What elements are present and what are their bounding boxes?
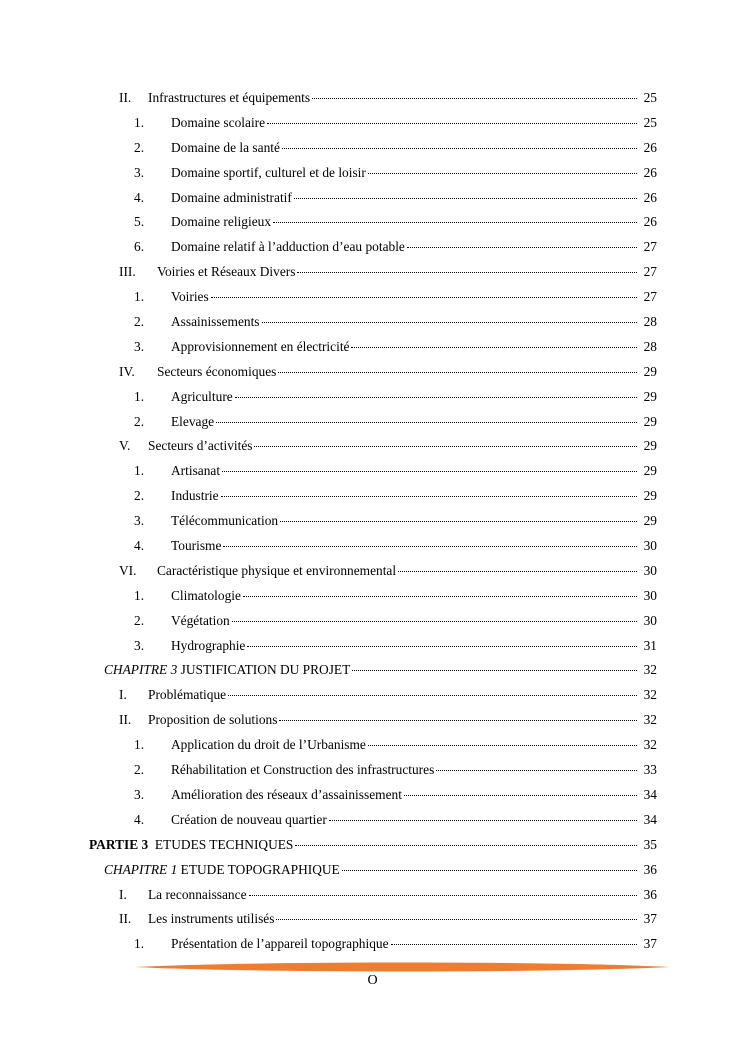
toc-entry-label: Domaine sportif, culturel et de loisir	[171, 164, 366, 180]
toc-row	[0, 509, 745, 534]
toc-entry-label: Réhabilitation et Construction des infrastructures	[171, 762, 435, 778]
toc-entry-label: Domaine scolaire	[171, 114, 266, 130]
toc-page-number: 30	[643, 587, 657, 603]
toc-row	[0, 335, 745, 360]
toc-row	[0, 434, 745, 459]
toc-entry-label: Domaine de la santé	[171, 139, 280, 155]
toc-part-number: PARTIE 3	[89, 836, 149, 852]
toc-dot-leader	[352, 670, 637, 671]
toc-dot-leader	[211, 297, 637, 298]
toc-dot-leader	[407, 247, 637, 248]
toc-dot-leader	[232, 621, 637, 622]
toc-entry[interactable]	[119, 883, 657, 908]
toc-page-number: 36	[643, 886, 657, 902]
toc-page-number: 30	[643, 562, 657, 578]
toc-entry[interactable]	[134, 609, 657, 634]
toc-page-number: 27	[643, 264, 657, 280]
toc-entry-label: Application du droit de l’Urbanisme	[171, 737, 366, 753]
toc-chapter-number: CHAPITRE 1	[104, 861, 178, 877]
toc-dot-leader	[398, 571, 637, 572]
toc-entry[interactable]	[134, 335, 657, 360]
toc-entry[interactable]	[134, 385, 657, 410]
toc-page-number: 30	[643, 538, 657, 554]
toc-entry-number: 2.	[134, 314, 145, 330]
toc-dot-leader	[223, 546, 637, 547]
toc-page-number: 32	[643, 662, 657, 678]
toc-dot-leader	[404, 795, 637, 796]
toc-dot-leader	[222, 471, 637, 472]
toc-page-number: 33	[643, 762, 657, 778]
toc-entry[interactable]	[134, 285, 657, 310]
toc-entry-number: 2.	[134, 488, 145, 504]
footer-decorative-bar	[135, 960, 670, 974]
toc-dot-leader	[312, 98, 637, 99]
toc-entry[interactable]	[134, 634, 657, 659]
toc-chapter-number: CHAPITRE 3	[104, 662, 178, 678]
toc-entry[interactable]	[134, 783, 657, 808]
toc-entry-number: 3.	[134, 164, 145, 180]
toc-row	[0, 708, 745, 733]
toc-entry-label: Tourisme	[171, 538, 222, 554]
toc-entry-number: I.	[119, 886, 127, 902]
toc-row	[0, 410, 745, 435]
toc-dot-leader	[351, 347, 637, 348]
toc-entry-label: Agriculture	[171, 388, 233, 404]
toc-entry-number: 1.	[134, 289, 145, 305]
toc-entry[interactable]	[119, 434, 657, 459]
toc-entry[interactable]	[134, 808, 657, 833]
toc-entry-number: 3.	[134, 338, 145, 354]
toc-row	[0, 783, 745, 808]
toc-entry-number: 1.	[134, 388, 145, 404]
toc-page-number: 29	[643, 438, 657, 454]
toc-dot-leader	[267, 123, 637, 124]
toc-page-number: 37	[643, 936, 657, 952]
toc-entry-label: Climatologie	[171, 587, 241, 603]
toc-entry-label: Secteurs d’activités	[148, 438, 253, 454]
toc-row	[0, 932, 745, 957]
toc-entry[interactable]	[134, 235, 657, 260]
toc-entry-label: Artisanat	[171, 463, 221, 479]
toc-entry-label: La reconnaissance	[148, 886, 247, 902]
toc-page-number: 29	[643, 413, 657, 429]
toc-entry-label	[104, 858, 340, 883]
toc-dot-leader	[247, 646, 637, 647]
toc-dot-leader	[368, 745, 637, 746]
toc-entry[interactable]	[134, 210, 657, 235]
toc-entry[interactable]	[119, 907, 657, 932]
toc-page-number: 32	[643, 712, 657, 728]
toc-page-number: 27	[643, 239, 657, 255]
toc-dot-leader	[216, 422, 637, 423]
toc-entry[interactable]	[134, 459, 657, 484]
toc-row	[0, 858, 745, 883]
toc-entry-label: Industrie	[171, 488, 219, 504]
toc-entry-number: 2.	[134, 762, 145, 778]
toc-entry-number: IV.	[119, 363, 135, 379]
toc-dot-leader	[273, 222, 637, 223]
toc-entry[interactable]	[119, 708, 657, 733]
toc-row	[0, 658, 745, 683]
toc-page-number: 26	[643, 164, 657, 180]
toc-entry-label: Infrastructures et équipements	[148, 90, 311, 105]
toc-row	[0, 285, 745, 310]
toc-entry-label: Domaine religieux	[171, 214, 272, 230]
toc-row	[0, 111, 745, 136]
toc-entry-label: Assainissements	[171, 314, 260, 330]
toc-row	[0, 136, 745, 161]
toc-page-number: 25	[643, 114, 657, 130]
toc-page-number: 26	[643, 139, 657, 155]
toc-entry-number: 1.	[134, 587, 145, 603]
toc-row	[0, 609, 745, 634]
toc-row	[0, 559, 745, 584]
toc-entry[interactable]	[119, 559, 657, 584]
toc-row	[0, 883, 745, 908]
toc-entry-label: Voiries et Réseaux Divers	[157, 264, 296, 280]
toc-entry-label: Télécommunication	[171, 513, 279, 529]
toc-dot-leader	[368, 173, 637, 174]
toc-row	[0, 186, 745, 211]
toc-dot-leader	[254, 446, 637, 447]
toc-entry-number: 4.	[134, 538, 145, 554]
toc-entry-number: I.	[119, 687, 127, 703]
toc-entry-label: Proposition de solutions	[148, 712, 278, 728]
toc-page-number: 30	[643, 612, 657, 628]
toc-entry[interactable]	[134, 758, 657, 783]
toc-page-number: 26	[643, 214, 657, 230]
toc-entry-label: Caractéristique physique et environnemental	[157, 562, 397, 578]
toc-page-number: 29	[643, 488, 657, 504]
toc-dot-leader	[280, 521, 637, 522]
toc-entry-number: 4.	[134, 189, 145, 205]
toc-page-number: 29	[643, 513, 657, 529]
toc-page-number: 31	[643, 637, 657, 653]
toc-page-number: 27	[643, 289, 657, 305]
toc-page-number: 28	[643, 338, 657, 354]
toc-entry-label	[89, 833, 293, 858]
toc-entry-number: 1.	[134, 737, 145, 753]
toc-part-title: ETUDES TECHNIQUES	[154, 836, 294, 852]
toc-row	[0, 484, 745, 509]
toc-entry-label: Création de nouveau quartier	[171, 811, 327, 827]
toc-dot-leader	[329, 820, 637, 821]
toc-page-number: 34	[643, 786, 657, 802]
toc-dot-leader	[391, 944, 637, 945]
toc-entry[interactable]	[134, 584, 657, 609]
toc-entry[interactable]	[134, 136, 657, 161]
toc-row	[0, 260, 745, 285]
toc-page-number: 35	[643, 836, 657, 852]
toc-dot-leader	[235, 397, 637, 398]
toc-entry-number: III.	[119, 264, 136, 280]
toc-chapter-title: ETUDE TOPOGRAPHIQUE	[180, 861, 340, 877]
toc-entry[interactable]	[134, 509, 657, 534]
toc-dot-leader	[243, 596, 637, 597]
toc-entry[interactable]	[134, 484, 657, 509]
toc-row	[0, 86, 745, 111]
toc-row	[0, 459, 745, 484]
toc-page-number: 26	[643, 189, 657, 205]
page-marker: O	[367, 973, 378, 988]
toc-entry-label: Les instruments utilisés	[148, 911, 275, 927]
toc-entry-label: Elevage	[171, 413, 215, 429]
toc-row	[0, 235, 745, 260]
toc-row	[0, 360, 745, 385]
toc-entry-label: Voiries	[171, 289, 209, 305]
toc-entry-label: Secteurs économiques	[157, 363, 277, 379]
toc-entry-label: Hydrographie	[171, 637, 246, 653]
toc-chapter-title: JUSTIFICATION DU PROJET	[180, 662, 351, 678]
toc-entry[interactable]	[134, 186, 657, 211]
toc-entry[interactable]	[104, 858, 657, 883]
toc-dot-leader	[249, 895, 637, 896]
toc-dot-leader	[294, 198, 637, 199]
toc-row	[0, 161, 745, 186]
toc-entry[interactable]	[134, 932, 657, 957]
toc-entry[interactable]	[119, 683, 657, 708]
toc-entry-number: 3.	[134, 637, 145, 653]
toc-entry[interactable]	[134, 410, 657, 435]
toc-dot-leader	[276, 919, 637, 920]
toc-entry[interactable]	[119, 260, 657, 285]
toc-dot-leader	[228, 695, 637, 696]
toc-dot-leader	[342, 870, 637, 871]
toc-entry-label: Problématique	[148, 687, 227, 703]
toc-entry-label: Domaine administratif	[171, 189, 292, 205]
toc-row	[0, 210, 745, 235]
toc-row	[0, 833, 745, 858]
toc-entry[interactable]	[134, 161, 657, 186]
toc-dot-leader	[278, 372, 637, 373]
toc-page-number: 29	[643, 388, 657, 404]
toc-entry-number: 1.	[134, 114, 145, 130]
toc-row	[0, 584, 745, 609]
toc-entry[interactable]	[134, 733, 657, 758]
toc-entry-label: Amélioration des réseaux d’assainissement	[171, 786, 402, 802]
toc-entry-number: 4.	[134, 811, 145, 827]
toc-page-number: 29	[643, 463, 657, 479]
toc-page-number: 34	[643, 811, 657, 827]
toc-entry[interactable]	[119, 86, 657, 111]
toc-entry-number: II.	[119, 911, 132, 927]
toc-row	[0, 733, 745, 758]
toc-row	[0, 808, 745, 833]
toc-entry[interactable]	[104, 658, 657, 683]
toc-entry-number: 3.	[134, 786, 145, 802]
toc-dot-leader	[436, 770, 637, 771]
toc-dot-leader	[295, 845, 637, 846]
toc-entry-label: Domaine relatif à l’adduction d’eau potable	[171, 239, 405, 255]
toc-dot-leader	[221, 496, 637, 497]
toc-page-number: 25	[643, 90, 657, 105]
toc-page-number: 36	[643, 861, 657, 877]
toc-row	[0, 534, 745, 559]
toc-entry-number: 6.	[134, 239, 145, 255]
toc-page-number: 32	[643, 737, 657, 753]
toc-entry[interactable]	[119, 360, 657, 385]
toc-entry-label: Végétation	[171, 612, 230, 628]
toc-dot-leader	[282, 148, 637, 149]
toc-dot-leader	[297, 272, 637, 273]
toc-entry-number: VI.	[119, 562, 137, 578]
toc-entry-number: II.	[119, 712, 132, 728]
toc-row	[0, 758, 745, 783]
toc-entry-label: Approvisionnement en électricité	[171, 338, 350, 354]
table-of-contents	[0, 86, 745, 957]
toc-entry[interactable]	[134, 534, 657, 559]
toc-entry-label	[104, 658, 350, 683]
toc-entry-number: 1.	[134, 936, 145, 952]
toc-row	[0, 683, 745, 708]
toc-row	[0, 385, 745, 410]
toc-entry-number: 3.	[134, 513, 145, 529]
toc-page-number: 37	[643, 911, 657, 927]
toc-row	[0, 907, 745, 932]
toc-dot-leader	[262, 322, 637, 323]
toc-entry-number: 2.	[134, 612, 145, 628]
toc-entry-number: 2.	[134, 139, 145, 155]
toc-entry-number: V.	[119, 438, 131, 454]
toc-entry[interactable]	[134, 111, 657, 136]
toc-entry-number: 2.	[134, 413, 145, 429]
toc-page-number: 32	[643, 687, 657, 703]
toc-page-number: 29	[643, 363, 657, 379]
toc-entry-number: II.	[119, 90, 132, 105]
toc-dot-leader	[279, 720, 637, 721]
toc-entry[interactable]	[89, 833, 657, 858]
toc-row	[0, 310, 745, 335]
toc-entry[interactable]	[134, 310, 657, 335]
toc-entry-number: 1.	[134, 463, 145, 479]
toc-entry-label: Présentation de l’appareil topographique	[171, 936, 389, 952]
toc-entry-number: 5.	[134, 214, 145, 230]
toc-row	[0, 634, 745, 659]
toc-page-number: 28	[643, 314, 657, 330]
